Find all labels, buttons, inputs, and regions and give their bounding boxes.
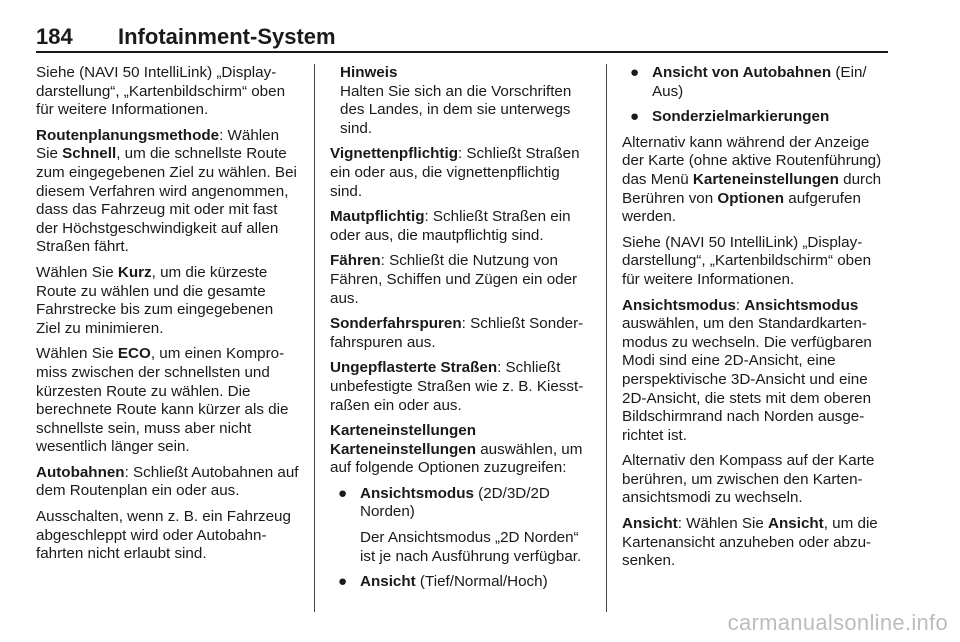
paragraph-eco: Wählen Sie ECO, um einen Kompromiss zwischen der schnellsten und kürzesten Route zu wählen. Die berechnete Route kann kürzer als die schnellste sein, muss aber nicht wesentlich länger sein. xyxy=(36,345,289,456)
term: Sonderfahrspuren xyxy=(330,315,462,333)
term: Fähren xyxy=(330,252,381,270)
paragraph: Siehe (NAVI 50 IntelliLink) „Displaydarstellung“, „Kartenbildschirm“ oben für weitere Informationen. xyxy=(36,64,286,119)
bullet-icon: ● xyxy=(338,573,348,591)
header-rule xyxy=(36,51,888,53)
note-text: Halten Sie sich an die Vorschriften des Landes, in dem sie unterwegs sind. xyxy=(340,82,572,137)
paragraph-karten: Karteneinstellungen auswählen, um auf folgende Optionen zuzugreifen: xyxy=(330,440,583,477)
column-right xyxy=(622,64,888,578)
list-item: ● Ansicht von Autobahnen (Ein/ Aus) xyxy=(630,64,867,100)
term: Ungepflasterte Straßen xyxy=(330,359,498,377)
paragraph-faehren: Fähren: Schließt die Nutzung von Fähren, Schiffen und Zügen ein oder aus. xyxy=(330,252,578,307)
paragraph: Siehe (NAVI 50 IntelliLink) „Displaydarstellung“, „Kartenbildschirm“ oben für weitere Informationen. xyxy=(622,233,872,288)
watermark: carmanualsonline.info xyxy=(727,610,948,635)
paragraph: Alternativ den Kompass auf der Karte berühren, um zwischen den Kartenansichtsmodi zu wechseln. xyxy=(622,452,875,507)
paragraph-ansicht: Ansicht: Wählen Sie Ansicht, um die Kartenansicht anzuheben oder abzusenken. xyxy=(622,515,878,570)
column-middle xyxy=(330,64,594,599)
term: Vignettenpflichtig xyxy=(330,145,458,163)
term: Schnell xyxy=(62,145,117,163)
list-item: ● Ansichtsmodus (2D/3D/2D Norden) xyxy=(338,484,550,521)
paragraph-ansichtsmodus: Ansichtsmodus: Ansichtsmodus auswählen, um den Standardkartenmodus zu wechseln. Die verfügbaren Modi sind eine 2D-Ansicht, eine perspektivische 3D-Ansicht und eine 2D-Ansicht, die stets mit dem oberen Bildschirmrand nach Norden ausgerichtet ist. xyxy=(622,296,872,444)
list-item-note: Der Ansichtsmodus „2D Norden“ ist je nach Ausführung verfügbar. xyxy=(360,529,582,565)
note-box xyxy=(330,64,594,138)
bullet-icon: ● xyxy=(630,108,640,126)
term: Routenplanungsmethode xyxy=(36,126,220,144)
page-header xyxy=(36,24,888,52)
column-divider xyxy=(606,64,607,612)
section-heading: Karteneinstellungen xyxy=(330,422,476,440)
page-number: 184 xyxy=(36,24,73,49)
paragraph-autobahnen: Autobahnen: Schließt Autobahnen auf dem Routenplan ein oder aus. xyxy=(36,463,299,500)
paragraph-unbefestigt: Ungepflasterte Straßen: Schließt unbefestigte Straßen wie z. B. Kiesstraßen ein oder aus. xyxy=(330,359,584,414)
list-item: ● Sonderzielmarkierungen xyxy=(630,108,830,126)
paragraph-vignette: Vignettenpflichtig: Schließt Straßen ein oder aus, die vignettenpflichtig sind. xyxy=(330,145,580,200)
term: Kurz xyxy=(117,263,152,281)
paragraph-routenplanung: Routenplanungsmethode: Wählen Sie Schnell, um die schnellste Route zum eingegebenen Ziel zu wählen. Bei diesem Verfahren wird angenommen, dass das Fahrzeug mit oder mit fast der Höchstgeschwindigkeit auf allen Straßen fährt. xyxy=(36,126,297,256)
paragraph: Ausschalten, wenn z. B. ein Fahrzeug abgeschleppt wird oder Autobahnfahrten nicht erlaubt sind. xyxy=(36,508,291,563)
term: ECO xyxy=(117,345,151,363)
paragraph-sonder: Sonderfahrspuren: Schließt Sonderfahrspuren aus. xyxy=(330,315,584,351)
column-divider xyxy=(314,64,315,612)
page-title: Infotainment-System xyxy=(118,24,336,49)
paragraph-alternativ: Alternativ kann während der Anzeige der Karte (ohne aktive Routenführung) das Menü Karteneinstellungen durch Berühren von Optionen aufgerufen werden. xyxy=(622,133,882,226)
list-item: ● Ansicht (Tief/Normal/Hoch) xyxy=(338,573,548,591)
note-title: Hinweis xyxy=(340,64,398,81)
term: Autobahnen xyxy=(36,463,125,481)
bullet-icon: ● xyxy=(338,484,348,502)
term: Karteneinstellungen xyxy=(330,440,476,458)
bullet-icon: ● xyxy=(630,64,640,81)
paragraph-maut: Mautpflichtig: Schließt Straßen ein oder aus, die mautpflichtig sind. xyxy=(330,208,571,244)
paragraph-kurz: Wählen Sie Kurz, um die kürzeste Route zu wählen und die gesamte Fahrstrecke bis zum eingegebenen Ziel zu minimieren. xyxy=(36,263,274,337)
term: Mautpflichtig xyxy=(330,208,425,226)
column-left xyxy=(36,64,300,571)
